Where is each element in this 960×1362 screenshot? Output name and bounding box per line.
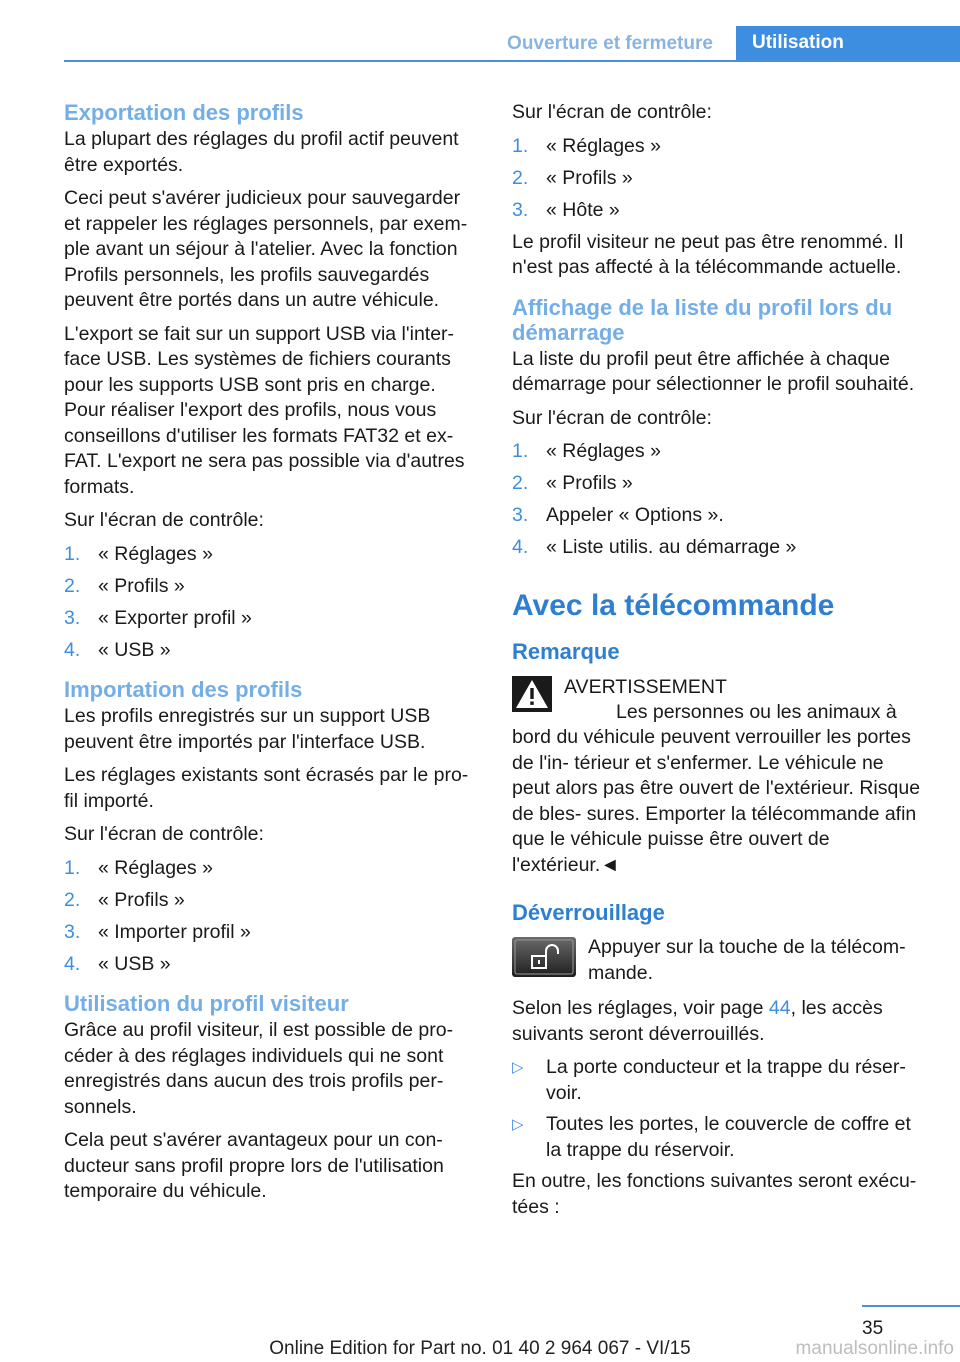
step-number: 2. xyxy=(512,166,529,189)
settings-paragraph xyxy=(512,996,926,1047)
guest-paragraph-2: Cela peut s'avérer avantageux pour un con‐ ducteur sans profil propre lors de l'utilisation temporaire du véhicule. xyxy=(64,1129,444,1202)
list-item xyxy=(64,952,478,978)
list-item xyxy=(512,1112,926,1163)
step-number: 3. xyxy=(512,198,529,221)
step-text: « Réglages » xyxy=(546,134,661,157)
step-text: « Liste utilis. au démarrage » xyxy=(546,536,797,558)
step-text: « Réglages » xyxy=(98,856,213,879)
page-reference-link[interactable]: 44 xyxy=(768,997,791,1019)
guest-paragraph-1: Grâce au profil visiteur, il est possible de pro‐ céder à des réglages individuels qui ne sont enregistrés dans aucun des trois profils per‐ sonnels. xyxy=(64,1019,454,1118)
list-item xyxy=(64,888,478,914)
unlock-key-icon xyxy=(512,937,576,977)
unlock-text: Appuyer sur la touche de la télécom‐ mande. xyxy=(588,936,906,984)
step-number: 3. xyxy=(64,920,81,943)
step-number: 3. xyxy=(64,606,81,629)
step-text: « Réglages » xyxy=(546,440,661,462)
step-text: « Importer profil » xyxy=(98,920,251,943)
step-text: « Profils » xyxy=(546,166,633,189)
list-item xyxy=(512,166,926,192)
guest-steps xyxy=(512,134,926,224)
step-number: 1. xyxy=(512,440,529,462)
step-number: 4. xyxy=(64,638,81,661)
startup-steps xyxy=(512,439,926,561)
step-text: « Exporter profil » xyxy=(98,606,252,629)
step-number: 2. xyxy=(64,574,81,597)
list-item xyxy=(512,471,926,497)
warning-triangle-icon xyxy=(512,676,552,712)
step-number: 1. xyxy=(64,856,81,879)
unlock-heading: Déverrouillage xyxy=(512,900,665,925)
guest-heading: Utilisation du profil visiteur xyxy=(64,991,349,1016)
right-column xyxy=(512,100,926,1228)
step-text: « Profils » xyxy=(98,888,185,911)
export-paragraph-3: L'export se fait sur un support USB via l'inter‐ face USB. Les systèmes de fichiers courants pour les supports USB sont pris en charge. Pour réaliser l'export des profils, nous vous conseillons d'utiliser les formats FAT32 et ex‐ FAT. L'export ne sera pas possible via d'autres formats. xyxy=(64,322,465,498)
step-text: « Réglages » xyxy=(98,542,213,565)
unlock-instruction xyxy=(512,935,926,986)
export-paragraph-2: Ceci peut s'avérer judicieux pour sauvegarder et rappeler les réglages personnels, par exem‐ ple avant un séjour à l'atelier. Avec la fonction Profils personnels, les profils sauvegardés peuvent être portés dans un autre véhicule. xyxy=(64,187,468,311)
list-item xyxy=(512,1055,926,1106)
export-heading: Exportation des profils xyxy=(64,100,304,125)
step-number: 4. xyxy=(512,536,529,558)
guest-paragraph-4: Le profil visiteur ne peut pas être renommé. Il n'est pas affecté à la télécommande actuelle. xyxy=(512,230,904,278)
export-paragraph-4: Sur l'écran de contrôle: xyxy=(64,509,264,531)
extra-functions-paragraph: En outre, les fonctions suivantes seront exécu‐ tées : xyxy=(512,1170,917,1218)
list-item xyxy=(512,439,926,465)
import-heading: Importation des profils xyxy=(64,677,303,702)
list-item xyxy=(64,856,478,882)
step-number: 1. xyxy=(64,542,81,565)
page-header xyxy=(0,0,960,62)
settings-text-post: , les accès suivants seront déverrouillés. xyxy=(512,997,883,1045)
bullet-text: La porte conducteur et la trappe du réser‐ voir. xyxy=(546,1056,906,1104)
footer-divider xyxy=(862,1305,960,1307)
startup-paragraph-1: La liste du profil peut être affichée à chaque démarrage pour sélectionner le profil souhaité. xyxy=(512,347,915,395)
tab-utilisation[interactable]: Utilisation xyxy=(736,26,960,60)
step-number: 1. xyxy=(512,134,529,157)
warning-block xyxy=(512,674,926,879)
step-number: 2. xyxy=(64,888,81,911)
list-item xyxy=(512,503,926,529)
note-heading: Remarque xyxy=(512,638,620,664)
list-item xyxy=(64,574,478,600)
warning-title: AVERTISSEMENT xyxy=(564,675,727,698)
step-text: « USB » xyxy=(98,638,171,661)
startup-paragraph-2: Sur l'écran de contrôle: xyxy=(512,406,712,429)
bullet-text: Toutes les portes, le couvercle de coffre et la trappe du réservoir. xyxy=(546,1113,911,1161)
export-steps xyxy=(64,542,478,664)
tab-ouverture-fermeture[interactable]: Ouverture et fermeture xyxy=(507,33,713,54)
guest-paragraph-3: Sur l'écran de contrôle: xyxy=(512,101,712,123)
bullet-marker: ▷ xyxy=(512,1059,524,1076)
step-text: « Profils » xyxy=(98,574,185,597)
step-text: Appeler « Options ». xyxy=(546,504,724,526)
import-paragraph-1: Les profils enregistrés sur un support USB peuvent être importés par l'interface USB. xyxy=(64,705,431,753)
list-item xyxy=(64,606,478,632)
settings-text-pre: Selon les réglages, voir page xyxy=(512,997,769,1019)
step-text: « USB » xyxy=(98,952,171,975)
watermark: manualsonline.info xyxy=(795,1338,954,1359)
import-paragraph-3: Sur l'écran de contrôle: xyxy=(64,823,264,845)
unlock-bullets xyxy=(512,1055,926,1163)
list-item xyxy=(64,920,478,946)
import-steps xyxy=(64,856,478,978)
list-item xyxy=(512,198,926,224)
page-number: 35 xyxy=(862,1318,884,1339)
remote-control-heading: Avec la télécommande xyxy=(512,588,835,622)
step-number: 4. xyxy=(64,952,81,975)
header-divider xyxy=(64,60,960,62)
list-item xyxy=(512,535,926,561)
step-number: 2. xyxy=(512,472,529,494)
list-item xyxy=(512,134,926,160)
step-text: « Profils » xyxy=(546,472,633,494)
startup-heading: Affichage de la liste du profil lors du démarrage xyxy=(512,294,893,345)
import-paragraph-2: Les réglages existants sont écrasés par le pro‐ fil importé. xyxy=(64,764,469,812)
left-column xyxy=(64,100,478,1213)
list-item xyxy=(64,542,478,568)
step-text: « Hôte » xyxy=(546,198,620,221)
warning-text: Les personnes ou les animaux à bord du véhicule peuvent verrouiller les portes de l'in‐ térieur et s'enfermer. Le véhicule ne peut alors pas être ouvert de l'extérieur. Risque de bles‐ sures. Emporter la télécommande afin que le véhicule puisse être ouvert de l'extérieur.◄ xyxy=(512,700,921,876)
list-item xyxy=(64,638,478,664)
export-paragraph-1: La plupart des réglages du profil actif peuvent être exportés. xyxy=(64,128,459,176)
edition-footer: Online Edition for Part no. 01 40 2 964 067 - VI/15 xyxy=(269,1338,691,1359)
step-number: 3. xyxy=(512,504,529,526)
bullet-marker: ▷ xyxy=(512,1116,524,1133)
